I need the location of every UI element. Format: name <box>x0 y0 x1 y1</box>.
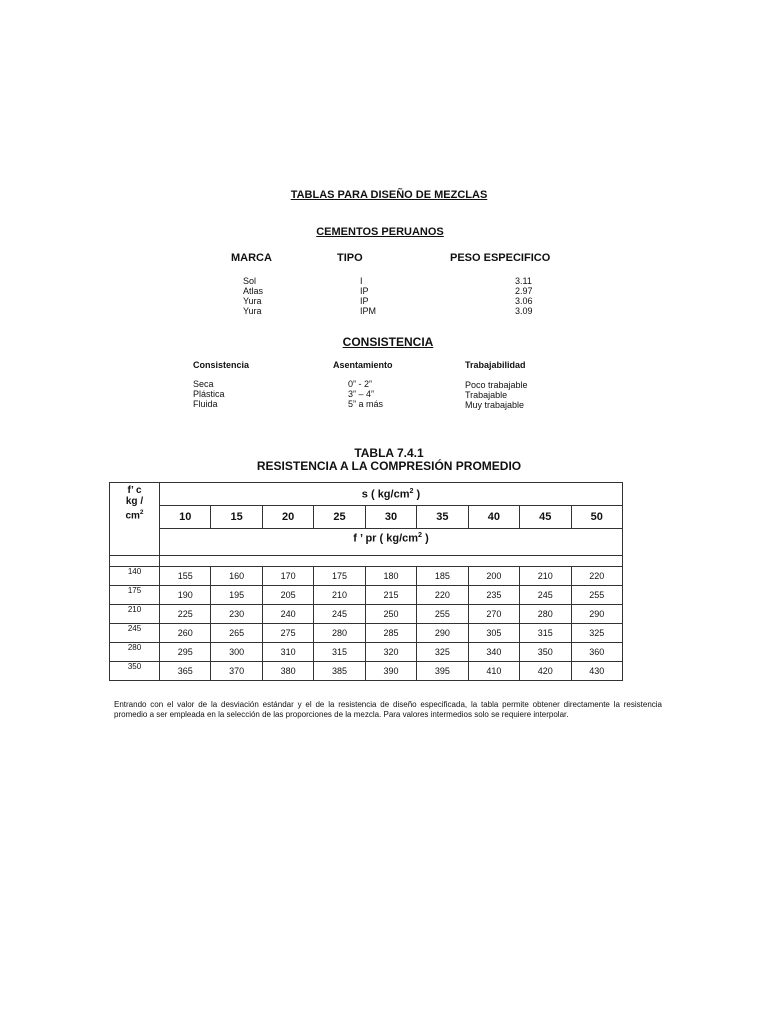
cementos-row-peso: 3.11 <box>515 276 532 286</box>
s-header-cell: s ( $kg/cm^2$ ) <box>160 483 623 506</box>
table-row <box>110 643 623 662</box>
table-row <box>110 586 623 605</box>
trabajabilidad-column <box>465 380 528 410</box>
fc-value-cell: 245 <box>110 624 160 643</box>
fpr-value-cell: 190 <box>160 586 211 605</box>
consistencia-row-asentamiento: 5” a más <box>348 399 384 409</box>
cementos-row-tipo: IPM <box>360 306 377 316</box>
fpr-value-cell: 395 <box>417 662 468 681</box>
fpr-value-cell: 280 <box>520 605 571 624</box>
cementos-row-tipo: I <box>360 276 363 286</box>
fpr-value-cell: 215 <box>365 586 416 605</box>
fpr-value-cell: 315 <box>520 624 571 643</box>
s-value-cell: 35 <box>417 506 468 529</box>
fpr-value-cell: 320 <box>365 643 416 662</box>
tabla-name: RESISTENCIA A LA COMPRESIÓN PROMEDIO <box>256 459 522 473</box>
fpr-value-cell: 290 <box>417 624 468 643</box>
fpr-value-cell: 160 <box>211 567 262 586</box>
fpr-value-cell: 280 <box>314 624 365 643</box>
fpr-value-cell: 385 <box>314 662 365 681</box>
consistencia-row-asentamiento: 0” - 2” <box>348 379 373 389</box>
consistencia-column <box>193 379 225 409</box>
cementos-row-tipo: IP <box>360 296 369 306</box>
s-values-row <box>110 506 623 529</box>
s-value-cell: 50 <box>571 506 623 529</box>
s-value-cell: 25 <box>314 506 365 529</box>
table-row <box>110 567 623 586</box>
cementos-tipo-column <box>360 276 376 316</box>
fpr-value-cell: 410 <box>468 662 519 681</box>
fc-value-cell: 140 <box>110 567 160 586</box>
fpr-value-cell: 240 <box>262 605 313 624</box>
fpr-value-cell: 185 <box>417 567 468 586</box>
cementos-row-peso: 3.06 <box>515 296 533 306</box>
fpr-value-cell: 285 <box>365 624 416 643</box>
fpr-value-cell: 340 <box>468 643 519 662</box>
asentamiento-header: Asentamiento <box>333 360 393 370</box>
fpr-value-cell: 290 <box>571 605 623 624</box>
fpr-value-cell: 210 <box>314 586 365 605</box>
s-value-cell: 15 <box>211 506 262 529</box>
fc-header-line3: $cm^2$ <box>125 509 144 522</box>
fpr-value-cell: 195 <box>211 586 262 605</box>
fpr-value-cell: 310 <box>262 643 313 662</box>
fpr-value-cell: 325 <box>571 624 623 643</box>
table-note: Entrando con el valor de la desviación estándar y el de la resistencia de diseño especificada, la tabla permite obtener directamente la resistencia promedio a ser empleada en la selección de las proporciones de la mezcla. Para valores intermedios solo se requiere interpolar. <box>114 700 662 719</box>
fpr-value-cell: 360 <box>571 643 623 662</box>
consistencia-header: Consistencia <box>193 360 250 370</box>
tabla-number: TABLA 7.4.1 <box>354 446 424 460</box>
fpr-value-cell: 205 <box>262 586 313 605</box>
fpr-header-cell: f ’ pr ( $kg/cm^2$ ) <box>160 529 623 556</box>
fpr-value-cell: 260 <box>160 624 211 643</box>
fpr-value-cell: 200 <box>468 567 519 586</box>
fpr-value-cell: 325 <box>417 643 468 662</box>
s-value-cell: 40 <box>468 506 519 529</box>
fc-value-cell: 350 <box>110 662 160 681</box>
fpr-value-cell: 175 <box>314 567 365 586</box>
s-value-cell: 30 <box>365 506 416 529</box>
cementos-row-tipo: IP <box>360 286 369 296</box>
fc-header-line2: kg / <box>125 496 144 507</box>
table-row <box>110 662 623 681</box>
fpr-value-cell: 365 <box>160 662 211 681</box>
fpr-value-cell: 305 <box>468 624 519 643</box>
fpr-value-cell: 420 <box>520 662 571 681</box>
asentamiento-column <box>348 379 383 409</box>
fpr-value-cell: 255 <box>417 605 468 624</box>
consistencia-row-consistencia: Seca <box>193 379 214 389</box>
fpr-value-cell: 430 <box>571 662 623 681</box>
fpr-value-cell: 180 <box>365 567 416 586</box>
consistencia-title: CONSISTENCIA <box>342 335 434 349</box>
cementos-peso-column <box>515 276 533 316</box>
fpr-value-cell: 230 <box>211 605 262 624</box>
fpr-value-cell: 275 <box>262 624 313 643</box>
fc-header-cell <box>110 483 160 556</box>
cementos-row-marca: Atlas <box>243 286 264 296</box>
peso-header: PESO ESPECIFICO <box>450 252 551 264</box>
cementos-title: CEMENTOS PERUANOS <box>316 226 444 238</box>
fpr-value-cell: 170 <box>262 567 313 586</box>
fpr-value-cell: 245 <box>314 605 365 624</box>
fpr-value-cell: 300 <box>211 643 262 662</box>
fpr-value-cell: 380 <box>262 662 313 681</box>
table-row <box>110 605 623 624</box>
tipo-header: TIPO <box>337 252 363 264</box>
table-gap-row <box>110 556 623 567</box>
consistencia-row-trabajabilidad: Trabajable <box>465 390 508 400</box>
fpr-value-cell: 350 <box>520 643 571 662</box>
fpr-value-cell: 220 <box>571 567 623 586</box>
fc-value-cell: 280 <box>110 643 160 662</box>
fpr-value-cell: 225 <box>160 605 211 624</box>
fpr-value-cell: 250 <box>365 605 416 624</box>
cementos-row-peso: 2.97 <box>515 286 533 296</box>
s-value-cell: 45 <box>520 506 571 529</box>
cementos-row-marca: Yura <box>243 306 262 316</box>
s-value-cell: 10 <box>160 506 211 529</box>
consistencia-row-trabajabilidad: Muy trabajable <box>465 400 525 410</box>
fpr-value-cell: 245 <box>520 586 571 605</box>
fpr-value-cell: 390 <box>365 662 416 681</box>
cementos-row-marca: Yura <box>243 296 262 306</box>
fpr-value-cell: 235 <box>468 586 519 605</box>
fpr-value-cell: 155 <box>160 567 211 586</box>
cementos-row-marca: Sol <box>243 276 257 286</box>
tabla-title <box>0 447 768 473</box>
fpr-value-cell: 270 <box>468 605 519 624</box>
fpr-value-cell: 370 <box>211 662 262 681</box>
fc-header-line1: f’ c <box>127 485 142 496</box>
cementos-marca-column <box>243 276 263 316</box>
consistencia-row-consistencia: Fluida <box>193 399 218 409</box>
trabajabilidad-header: Trabajabilidad <box>465 360 526 370</box>
table-row <box>110 624 623 643</box>
fc-value-cell: 175 <box>110 586 160 605</box>
cementos-row-peso: 3.09 <box>515 306 533 316</box>
fpr-value-cell: 265 <box>211 624 262 643</box>
resistencia-table <box>109 482 623 681</box>
fpr-value-cell: 315 <box>314 643 365 662</box>
fpr-value-cell: 210 <box>520 567 571 586</box>
s-value-cell: 20 <box>262 506 313 529</box>
fpr-value-cell: 220 <box>417 586 468 605</box>
consistencia-row-asentamiento: 3” – 4” <box>348 389 375 399</box>
consistencia-row-consistencia: Plástica <box>193 389 225 399</box>
page-title: TABLAS PARA DISEÑO DE MEZCLAS <box>290 189 488 201</box>
consistencia-row-trabajabilidad: Poco trabajable <box>465 380 528 390</box>
fc-value-cell: 210 <box>110 605 160 624</box>
fpr-value-cell: 255 <box>571 586 623 605</box>
marca-header: MARCA <box>231 252 272 264</box>
fpr-value-cell: 295 <box>160 643 211 662</box>
